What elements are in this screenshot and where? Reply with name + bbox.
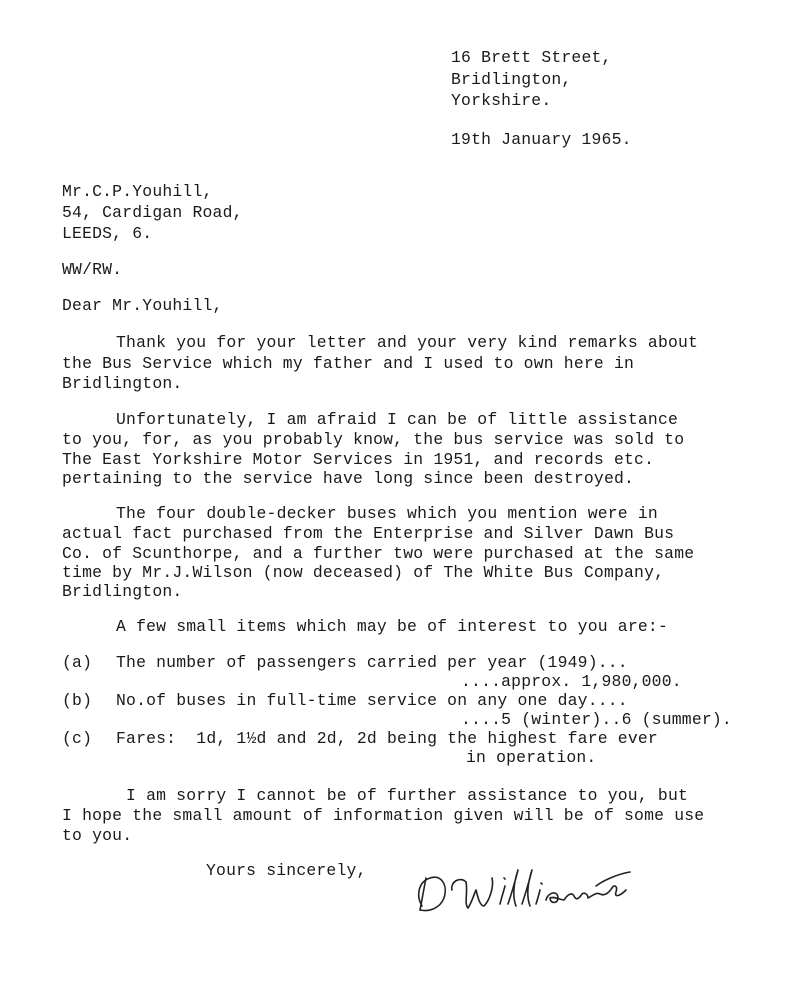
paragraph2-line-4: pertaining to the service have long since been destroyed. [62,469,635,488]
reference: WW/RW. [62,260,123,279]
paragraph3-line-2: actual fact purchased from the Enterprise and Silver Dawn Bus [62,524,675,543]
closing-paragraph-line-3: to you. [62,826,133,845]
paragraph3-line-3: Co. of Scunthorpe, and a further two were purchased at the same [62,544,695,563]
item-a-line-1: The number of passengers carried per year (1949)... [116,653,628,672]
closing-paragraph-line-2: I hope the small amount of information given will be of some use [62,806,705,825]
sender-address-line-3: Yorkshire. [451,91,552,110]
recipient-street: 54, Cardigan Road, [62,203,243,222]
item-c-line-2: in operation. [466,748,597,767]
paragraph3-line-5: Bridlington. [62,582,183,601]
sender-address-line-1: 16 Brett Street, [451,48,612,67]
item-c-label: (c) [62,729,93,748]
item-a-label: (a) [62,653,93,672]
handwritten-signature [408,856,638,926]
recipient-city: LEEDS, 6. [62,224,153,243]
item-a-line-2: ....approx. 1,980,000. [461,672,682,691]
item-b-line-1: No.of buses in full-time service on any one day.... [116,691,628,710]
paragraph3-line-4: time by Mr.J.Wilson (now deceased) of The White Bus Company, [62,563,665,582]
closing-paragraph-line-1: I am sorry I cannot be of further assistance to you, but [126,786,689,805]
paragraph3-line-1: The four double-decker buses which you mention were in [116,504,658,523]
paragraph2-line-1: Unfortunately, I am afraid I can be of little assistance [116,410,679,429]
paragraph1-line-3: Bridlington. [62,374,183,393]
item-b-label: (b) [62,691,93,710]
valediction: Yours sincerely, [206,861,367,880]
sender-address-line-2: Bridlington, [451,70,572,89]
letter-date: 19th January 1965. [451,130,632,149]
item-c-line-1: Fares: 1d, 1½d and 2d, 2d being the highest fare ever [116,729,658,748]
salutation: Dear Mr.Youhill, [62,296,223,315]
item-b-line-2: ....5 (winter)..6 (summer). [461,710,732,729]
recipient-name: Mr.C.P.Youhill, [62,182,213,201]
paragraph1-line-1: Thank you for your letter and your very kind remarks about [116,333,699,352]
paragraph2-line-3: The East Yorkshire Motor Services in 1951, and records etc. [62,450,655,469]
paragraph2-line-2: to you, for, as you probably know, the bus service was sold to [62,430,685,449]
items-intro: A few small items which may be of interest to you are:- [116,617,668,636]
paragraph1-line-2: the Bus Service which my father and I used to own here in [62,354,635,373]
